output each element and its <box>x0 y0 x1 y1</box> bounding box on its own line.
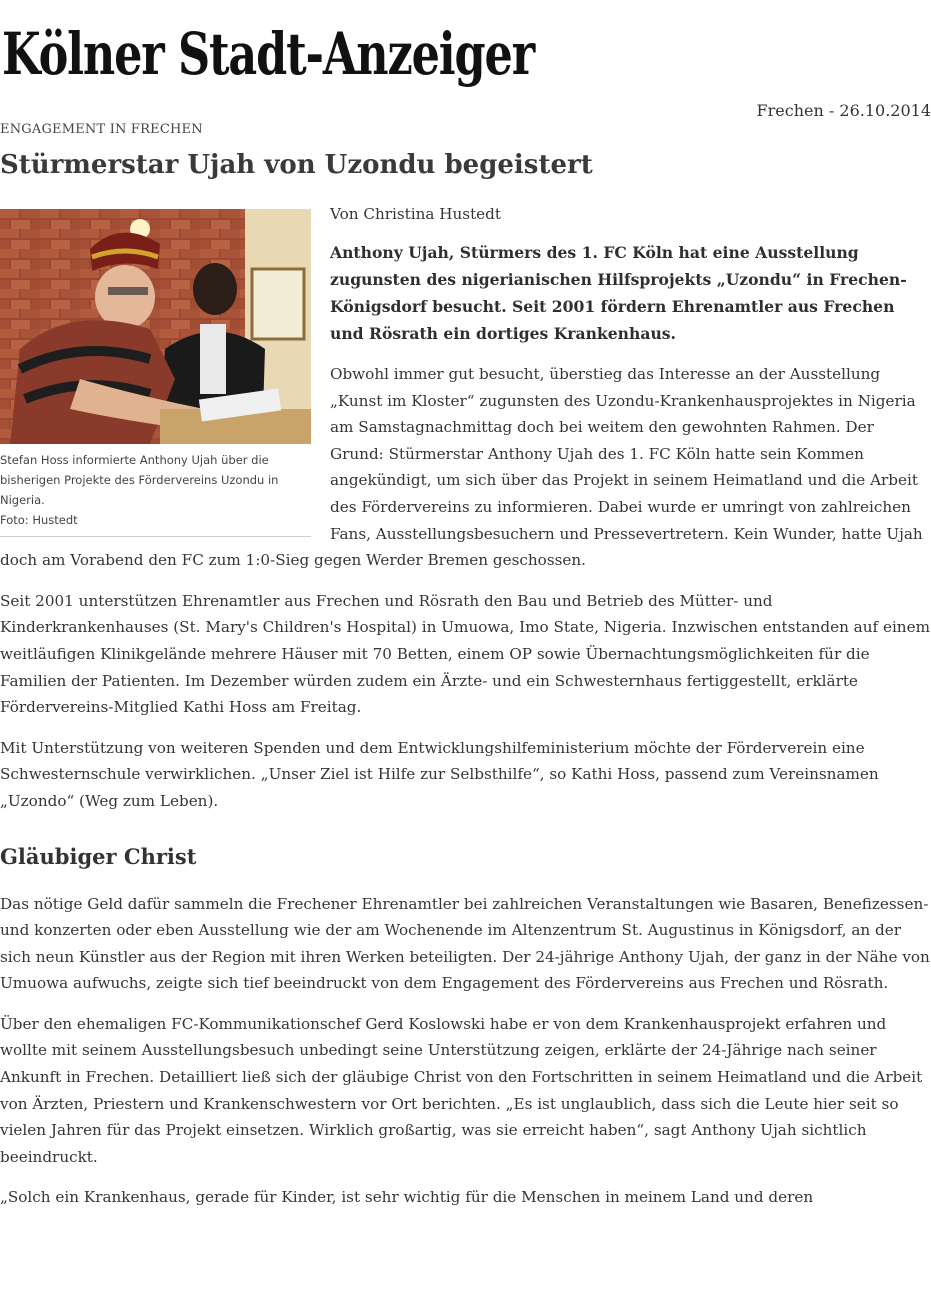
article-paragraph: Über den ehemaligen FC-Kommunikationschef Gerd Koslowski habe er von dem Krankenhausprojekt erfahren und wollte mit seinem Ausstellungsbesuch unbedingt seine Unterstützung zeigen, erklärte der 24-Jährige nach seiner Ankunft in Frechen. Detailliert ließ sich der gläubige Christ von den Fortschritten in seinem Heimatland und die Arbeit von Ärzten, Priestern und Krankenschwestern vor Ort berichten. „Es ist unglaublich, dass sich die Leute hier seit so vielen Jahren für das Projekt einsetzen. Wirklich großartig, was sie erreicht haben“, sagt Anthony Ujah sichtlich beeindruckt. <box>0 1014 923 1166</box>
article-headline: Stürmerstar Ujah von Uzondu begeistert <box>0 150 593 180</box>
article-lead: Anthony Ujah, Stürmers des 1. FC Köln hat eine Ausstellung zugunsten des nigerianischen Hilfsprojekts „Uzondu“ in Frechen-Königsdorf besucht. Seit 2001 fördern Ehrenamtler aus Frechen und Rösrath ein dortiges Krankenhaus. <box>330 243 907 343</box>
article-paragraph: Seit 2001 unterstützen Ehrenamtler aus Frechen und Rösrath den Bau und Betrieb des Mütter- und Kinderkrankenhauses (St. Mary's Children's Hospital) in Umuowa, Imo State, Nigeria. Inzwischen entstanden auf einem weitläufigen Klinikgelände mehrere Häuser mit 70 Betten, einem OP sowie Übernachtungsmöglichkeiten für die Familien der Patienten. Im Dezember würden zudem ein Ärzte- und ein Schwesternhaus fertiggestellt, erklärte Fördervereins-Mitglied Kathi Hoss am Freitag. <box>0 591 930 717</box>
article-paragraph: Das nötige Geld dafür sammeln die Frechener Ehrenamtler bei zahlreichen Veranstaltungen wie Basaren, Benefizessen- und konzerten oder eben Ausstellung wie der am Wochenende im Altenzentrum St. Augustinus in Königsdorf, an der sich neun Künstler aus der Region mit ihren Werken beteiligten. Der 24-jährige Anthony Ujah, der ganz in der Nähe von Umuowa aufwuchs, zeigte sich tief beeindruckt von dem Engagement des Fördervereins aus Frechen und Rösrath. <box>0 894 930 993</box>
photo-credit: Foto: Hustedt <box>0 513 78 527</box>
article-body <box>0 203 931 1225</box>
article-figure <box>0 209 311 537</box>
newspaper-logo[interactable] <box>0 10 540 90</box>
article-subheading: Gläubiger Christ <box>0 843 197 869</box>
article-paragraph: Mit Unterstützung von weiteren Spenden und dem Entwicklungshilfeministerium möchte der Förderverein eine Schwesternschule verwirklichen. „Unser Ziel ist Hilfe zur Selbsthilfe“, so Kathi Hoss, passend zum Vereinsnamen „Uzondo“ (Weg zum Leben). <box>0 738 879 810</box>
article-photo[interactable] <box>0 209 311 444</box>
photo-caption <box>0 450 311 530</box>
article-kicker: ENGAGEMENT IN FRECHEN <box>0 122 203 137</box>
article-paragraph: „Solch ein Krankenhaus, gerade für Kinder, ist sehr wichtig für die Menschen in meinem Land und deren <box>0 1188 814 1207</box>
logo-wordmark: Kölner Stadt-Anzeiger <box>2 20 537 88</box>
article-dateline: Frechen - 26.10.2014 <box>756 101 931 120</box>
article-author: Von Christina Hustedt <box>330 205 501 223</box>
newspaper-logo-icon <box>0 10 540 90</box>
photo-caption-text: Stefan Hoss informierte Anthony Ujah über die bisherigen Projekte des Fördervereins Uzondu in Nigeria. <box>0 453 279 507</box>
article-paragraph: Obwohl immer gut besucht, überstieg das Interesse an der Ausstellung „Kunst im Kloster“ zugunsten des Uzondu-Krankenhausprojektes in Nigeria am Samstagnachmittag doch bei weitem den gewohnten Rahmen. Der Grund: Stürmerstar Anthony Ujah des 1. FC Köln hatte sein Kommen angekündigt, um sich über das Projekt in seinem Heimatland und die Arbeit des Fördervereins zu informieren. Dabei wurde er umringt von zahlreichen Fans, Ausstellungsbesuchern und Pressevertretern. Kein Wunder, hatte Ujah doch am Vorabend den FC zum 1:0-Sieg gegen Werder Bremen geschossen. <box>0 365 923 570</box>
